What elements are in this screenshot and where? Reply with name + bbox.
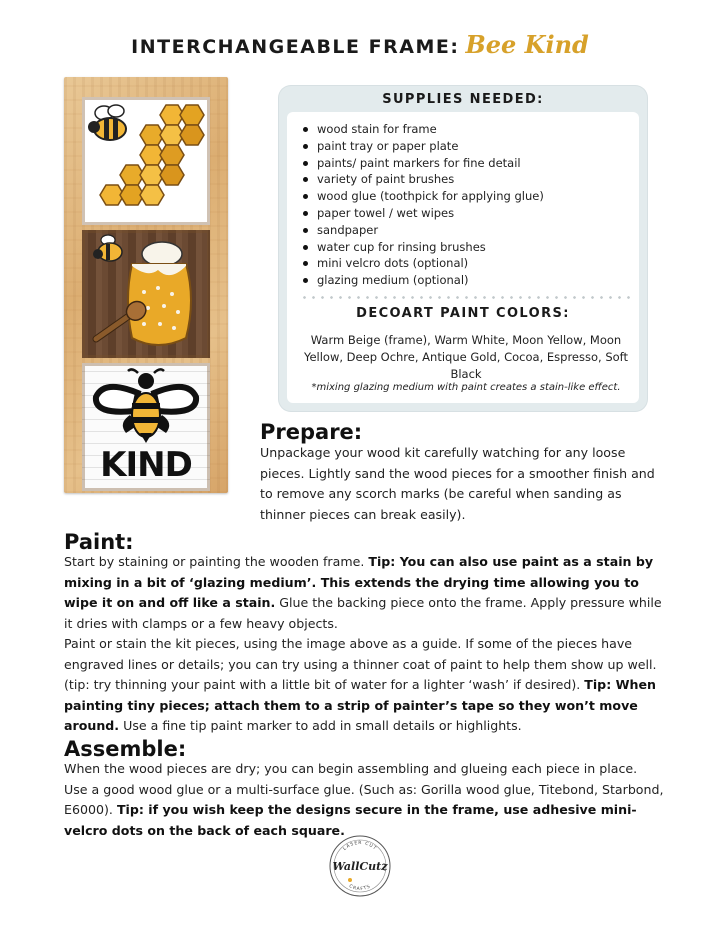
list-item: glazing medium (optional) bbox=[301, 272, 544, 289]
list-item: mini velcro dots (optional) bbox=[301, 255, 544, 272]
paint-heading: Paint: bbox=[64, 530, 134, 554]
title-sub: Bee Kind bbox=[465, 30, 589, 59]
dotted-divider bbox=[300, 296, 630, 299]
bee-honeycomb-illustration bbox=[82, 97, 210, 225]
paint-text-1: Start by staining or painting the wooden frame. bbox=[64, 554, 369, 569]
assemble-heading: Assemble: bbox=[64, 737, 187, 761]
glazing-note: *mixing glazing medium with paint creates a stain-like effect. bbox=[311, 382, 621, 393]
assemble-tip: Tip: if you wish keep the designs secure in the frame, use adhesive mini-velcro dots on the back of each square. bbox=[64, 802, 637, 838]
honey-jar-square bbox=[82, 230, 210, 358]
list-item: wood stain for frame bbox=[301, 121, 544, 138]
list-item: wood glue (toothpick for applying glue) bbox=[301, 188, 544, 205]
prepare-heading: Prepare: bbox=[260, 420, 363, 444]
list-item: paints/ paint markers for fine detail bbox=[301, 155, 544, 172]
paint-colors-list: Warm Beige (frame), Warm White, Moon Yellow, Moon Yellow, Deep Ochre, Antique Gold, Cocoa, Espresso, Soft Black bbox=[303, 333, 629, 381]
paint-text-4: Use a fine tip paint marker to add in small details or highlights. bbox=[119, 718, 522, 733]
supplies-list bbox=[301, 121, 544, 289]
product-image-frame bbox=[64, 77, 228, 493]
list-item: paint tray or paper plate bbox=[301, 138, 544, 155]
logo-ring-bottom: CRAFTS bbox=[347, 884, 373, 893]
bee-kind-square bbox=[82, 363, 210, 491]
logo-ring-top: LASER CUT bbox=[342, 840, 378, 852]
paint-text bbox=[64, 552, 664, 737]
wallcutz-logo bbox=[328, 834, 392, 898]
logo-name: WallCutz bbox=[332, 860, 388, 873]
prepare-text: Unpackage your wood kit carefully watching for any loose pieces. Lightly sand the wood pieces for a smoother finish and to remove any scorch marks (be careful when sanding as thinner pieces can break easily). bbox=[260, 445, 655, 522]
paint-tip-1: Tip: You can also use paint as a stain by mixing in a bit of ‘glazing medium’. This extends the drying time allowing you to wipe it on and off like a stain. bbox=[64, 554, 654, 610]
bee-honeycomb-square bbox=[82, 97, 210, 225]
list-item: water cup for rinsing brushes bbox=[301, 239, 544, 256]
supplies-heading: SUPPLIES NEEDED: bbox=[382, 92, 544, 107]
list-item: paper towel / wet wipes bbox=[301, 205, 544, 222]
page-title bbox=[0, 30, 720, 59]
paint-tip-2: Tip: When painting tiny pieces; attach them to a strip of painter’s tape so they won’t move around. bbox=[64, 677, 656, 733]
list-item: variety of paint brushes bbox=[301, 171, 544, 188]
assemble-text-1: When the wood pieces are dry; you can begin assembling and glueing each piece in place. Use a good wood glue or a multi-surface glue. (Such as: Gorilla wood glue, Titebond, Starbond, E6000). bbox=[64, 761, 664, 817]
honey-jar-illustration bbox=[82, 230, 210, 358]
paint-text-2: Glue the backing piece onto the frame. Apply pressure while it dries with clamps or a few heavy objects. bbox=[64, 595, 662, 631]
kind-cutout-text: KIND bbox=[100, 445, 192, 485]
paint-colors-heading: DECOART PAINT COLORS: bbox=[356, 306, 570, 321]
list-item: sandpaper bbox=[301, 222, 544, 239]
flower-icon bbox=[348, 878, 352, 882]
assemble-text bbox=[64, 759, 664, 841]
paint-text-3: Paint or stain the kit pieces, using the image above as a guide. If some of the pieces have engraved lines or details; you can try using a thinner coat of paint to help them show up well. (tip: try thinning your paint with a little bit of water for a lighter ‘wash’ if desired). bbox=[64, 636, 657, 692]
title-main: INTERCHANGEABLE FRAME: bbox=[131, 36, 460, 58]
